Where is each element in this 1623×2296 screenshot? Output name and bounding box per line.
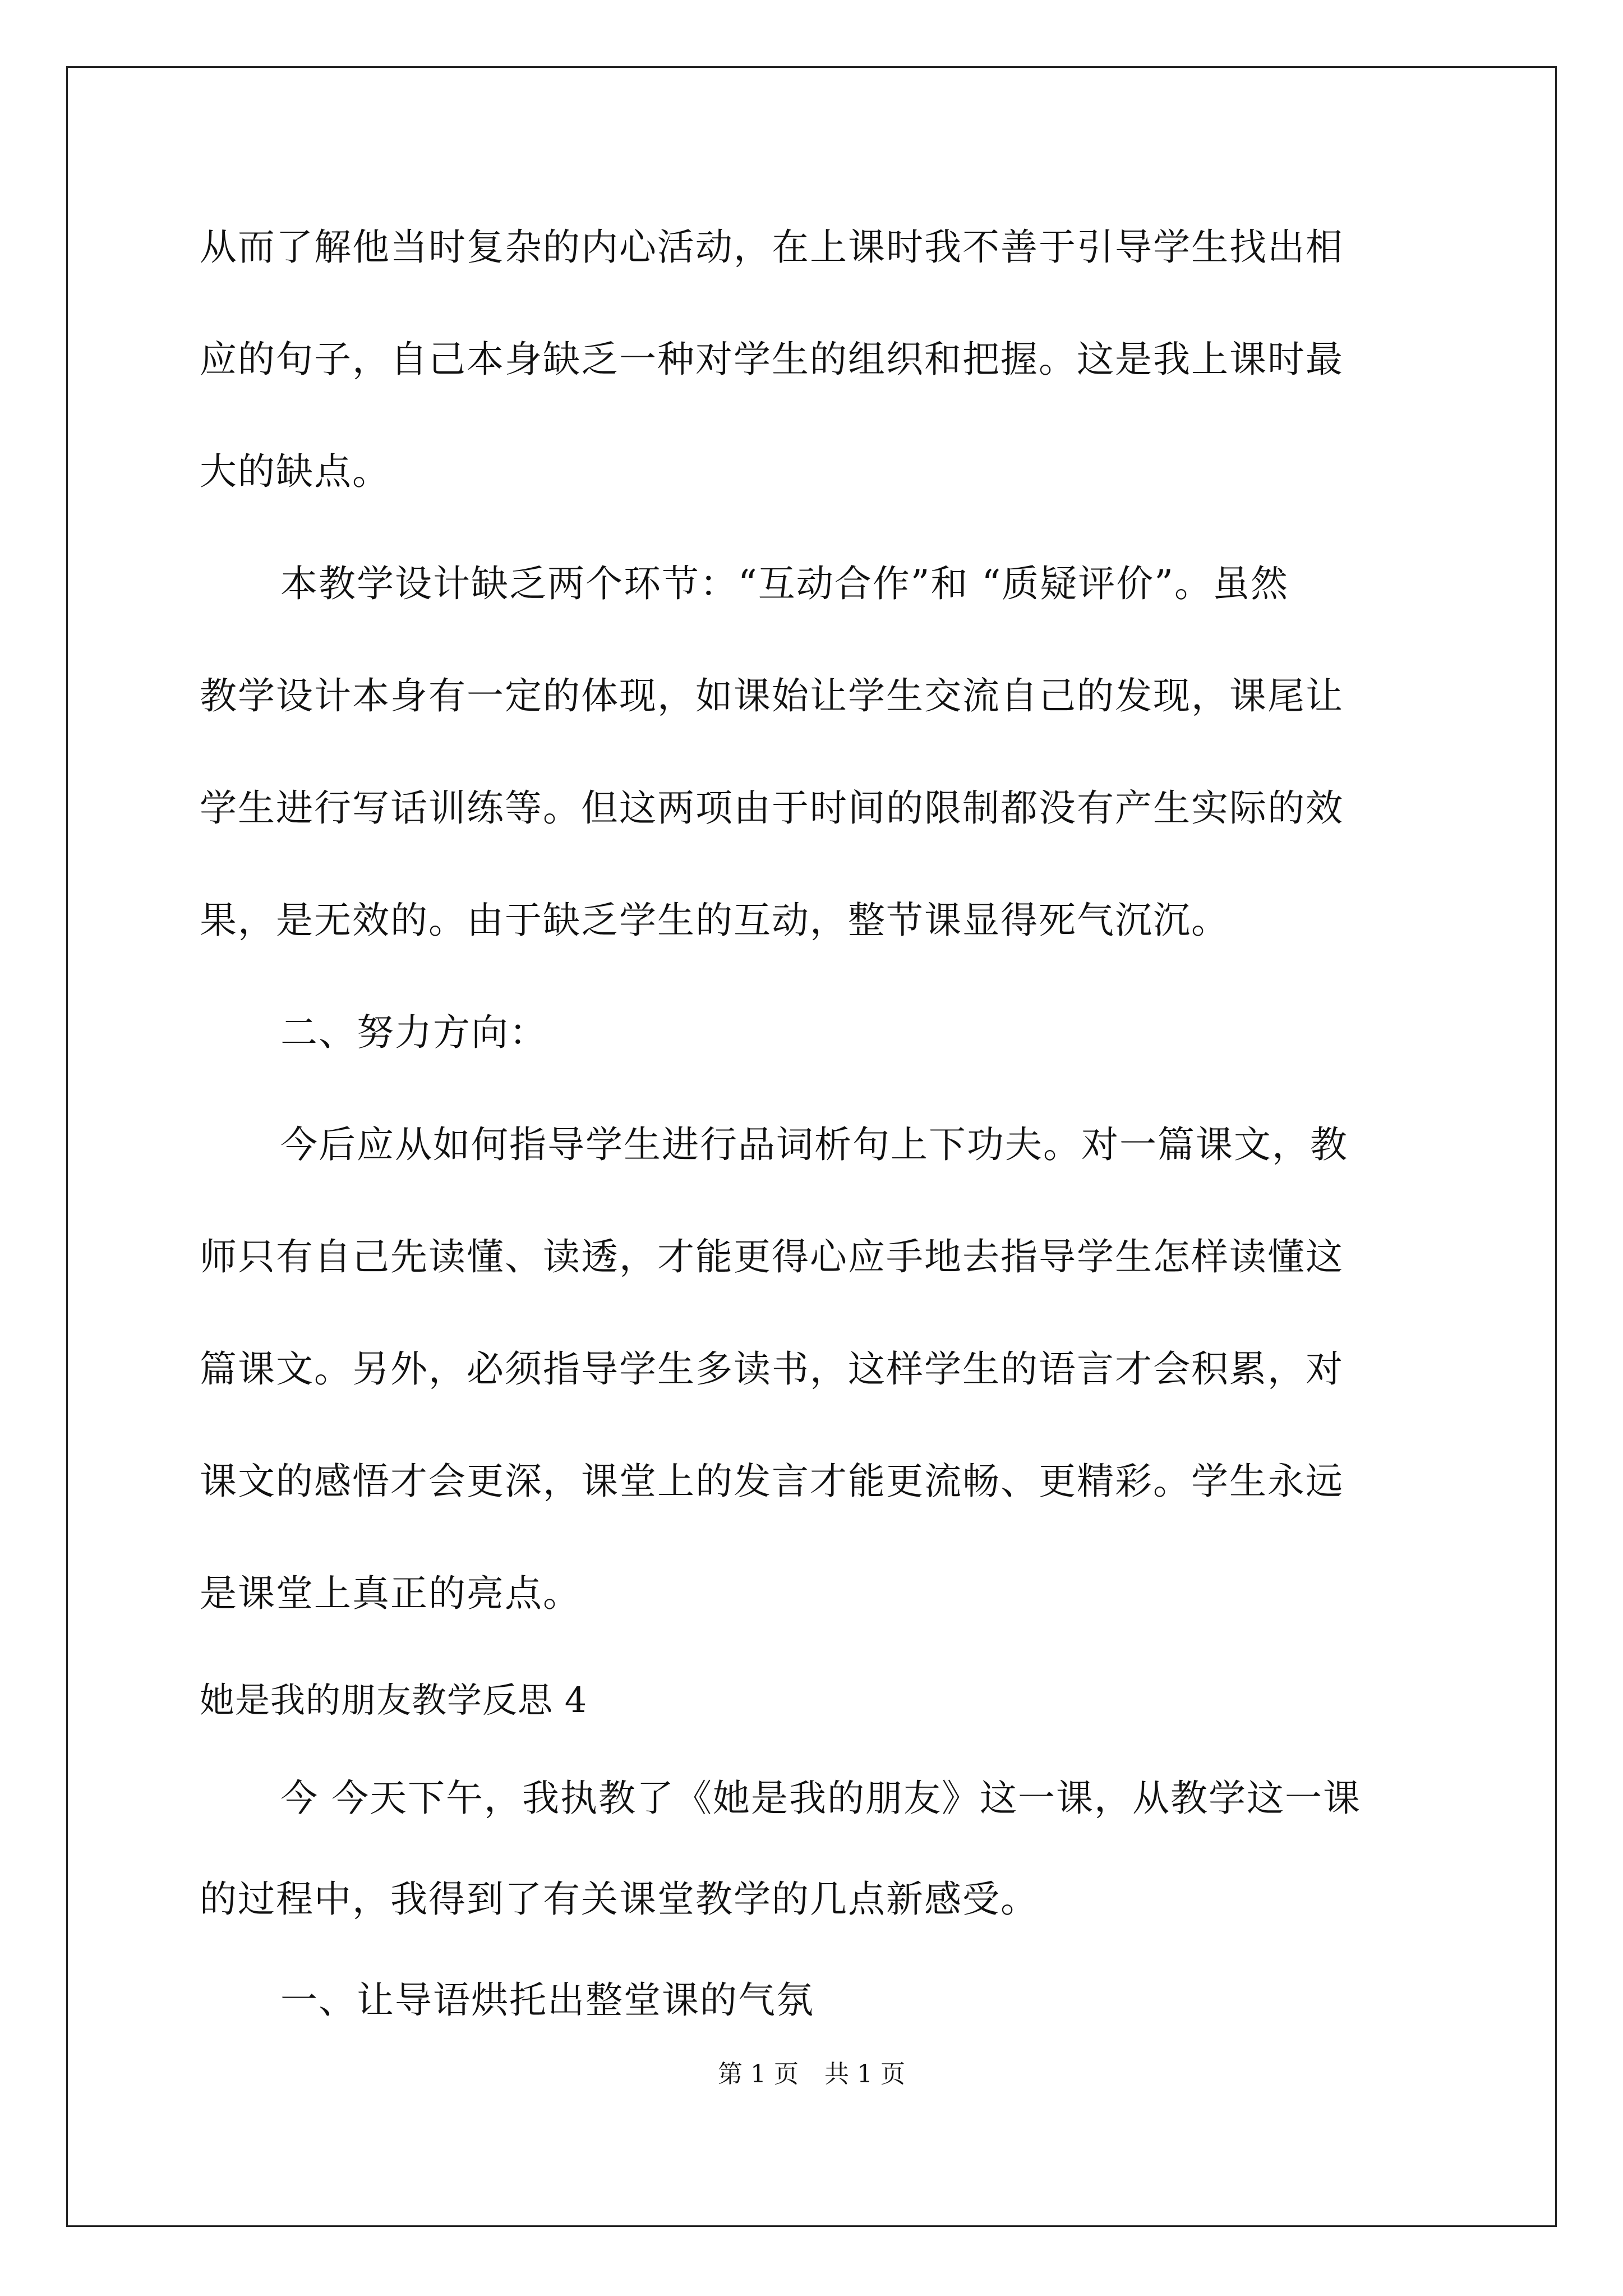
text-line: 本教学设计缺乏两个环节：“互动合作”和 “质疑评价”。虽然 [280, 562, 1289, 605]
page-total: 共 1 页 [824, 2060, 905, 2088]
article-title: 她是我的朋友教学反思 4 [200, 1680, 588, 1720]
text-line: 今后应从如何指导学生进行品词析句上下功夫。对一篇课文，教 [280, 1123, 1348, 1166]
text-line: 大的缺点。 [200, 450, 390, 493]
page-footer [0, 2058, 1623, 2091]
text-line: 应的句子，自己本身缺乏一种对学生的组织和把握。这是我上课时最 [200, 338, 1344, 381]
section-heading: 二、努力方向： [280, 1011, 547, 1054]
text-line: 从而了解他当时复杂的内心活动，在上课时我不善于引导学生找出相 [200, 226, 1344, 269]
text-line: 今 今天下午，我执教了《她是我的朋友》这一课，从教学这一课 [280, 1777, 1361, 1820]
text-line: 的过程中，我得到了有关课堂教学的几点新感受。 [200, 1878, 1039, 1921]
section-heading: 一、让导语烘托出整堂课的气氛 [280, 1978, 814, 2022]
text-line: 教学设计本身有一定的体现，如课始让学生交流自己的发现，课尾让 [200, 674, 1344, 717]
text-line: 是课堂上真正的亮点。 [200, 1572, 581, 1615]
page-number: 第 1 页 [718, 2060, 799, 2088]
text-line: 篇课文。另外，必须指导学生多读书，这样学生的语言才会积累，对 [200, 1347, 1344, 1391]
text-line: 师只有自己先读懂、读透，才能更得心应手地去指导学生怎样读懂这 [200, 1235, 1344, 1278]
text-line: 果，是无效的。由于缺乏学生的互动，整节课显得死气沉沉。 [200, 899, 1229, 942]
text-line: 课文的感悟才会更深，课堂上的发言才能更流畅、更精彩。学生永远 [200, 1460, 1344, 1503]
text-line: 学生进行写话训练等。但这两项由于时间的限制都没有产生实际的效 [200, 786, 1344, 830]
